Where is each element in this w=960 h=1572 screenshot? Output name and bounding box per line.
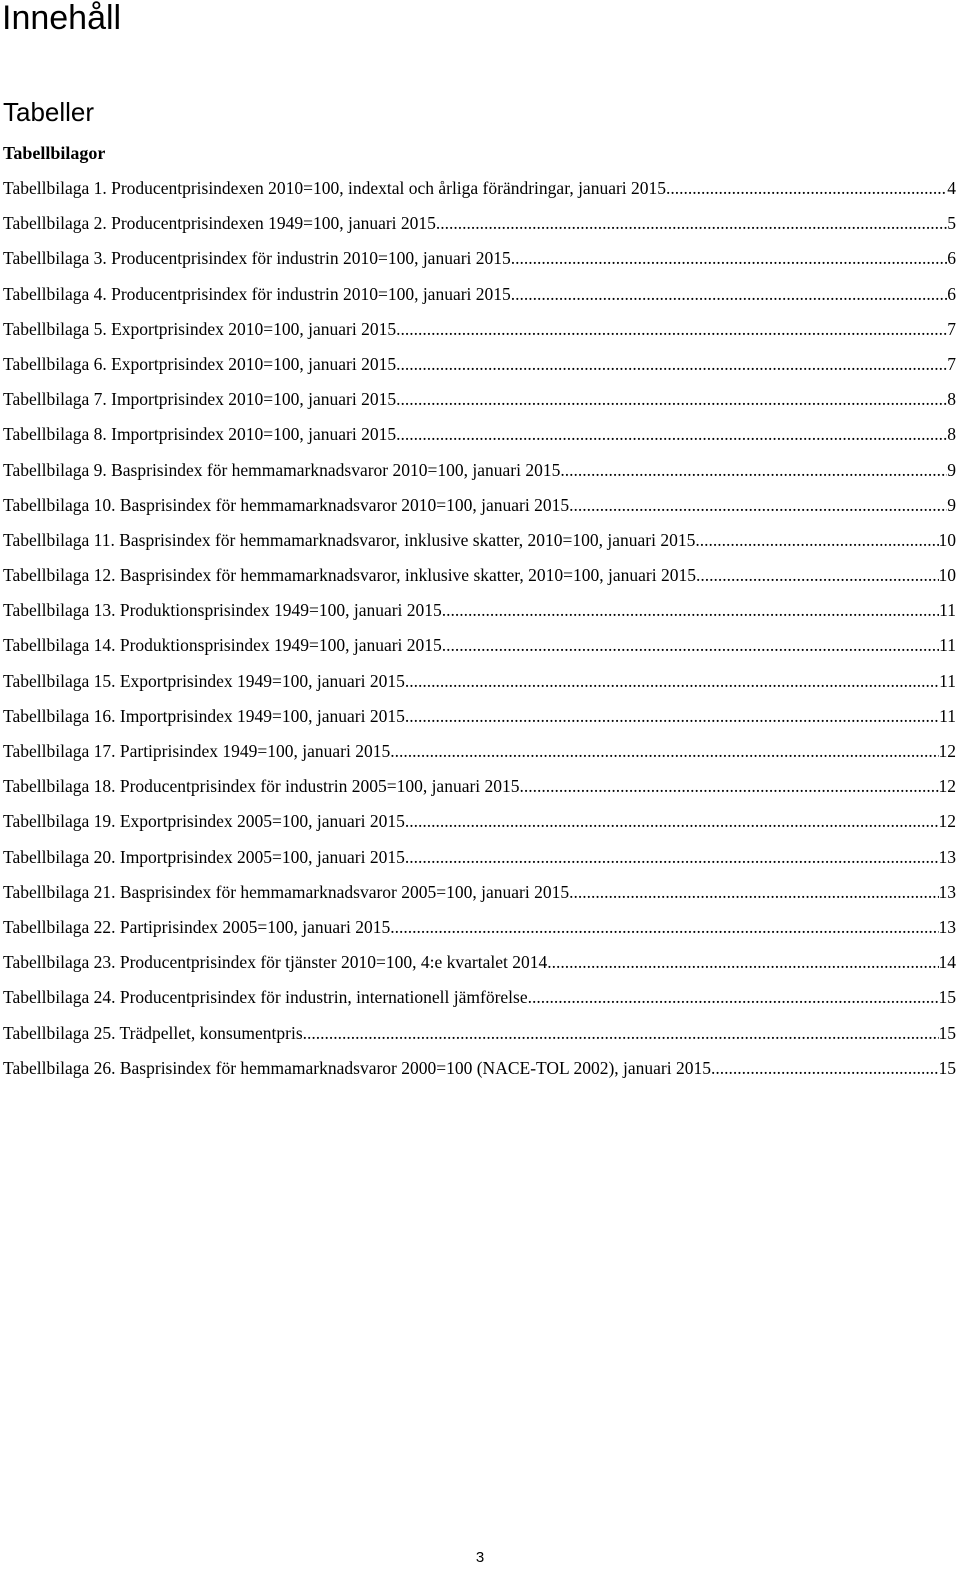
toc-entry-page-number: 9	[947, 494, 956, 515]
toc-entry-page-number: 11	[939, 670, 956, 691]
toc-entry-title: Tabellbilaga 10. Basprisindex för hemmamarknadsvaror 2010=100, januari 2015	[3, 494, 570, 515]
toc-entry[interactable]	[3, 985, 956, 1020]
toc-dot-leader	[405, 809, 939, 833]
toc-entry[interactable]	[3, 317, 956, 352]
page-title: Innehåll	[2, 0, 122, 37]
toc-entry-title: Tabellbilaga 22. Partiprisindex 2005=100, januari 2015	[3, 916, 391, 937]
toc-entry-title: Tabellbilaga 9. Basprisindex för hemmamarknadsvaror 2010=100, januari 2015	[3, 459, 561, 480]
toc-dot-leader	[405, 845, 939, 869]
toc-entry-page-number: 10	[938, 529, 956, 550]
page-number: 3	[475, 1549, 485, 1566]
toc-entry-page-number: 12	[938, 811, 956, 832]
toc-dot-leader	[666, 176, 947, 200]
toc-dot-leader	[560, 458, 947, 482]
toc-entry-title: Tabellbilaga 18. Producentprisindex för industrin 2005=100, januari 2015	[3, 776, 520, 797]
toc-entry-page-number: 11	[939, 600, 956, 621]
toc-entry-title: Tabellbilaga 25. Trädpellet, konsumentpris	[3, 1022, 303, 1043]
toc-dot-leader	[696, 563, 939, 587]
toc-dot-leader	[695, 528, 938, 552]
toc-dot-leader	[390, 739, 938, 763]
table-of-contents	[3, 176, 956, 1091]
toc-entry[interactable]	[3, 880, 956, 915]
toc-entry-page-number: 4	[947, 178, 956, 198]
toc-entry-page-number: 15	[938, 1057, 956, 1078]
toc-entry-title: Tabellbilaga 16. Importprisindex 1949=100, januari 2015	[3, 705, 405, 726]
toc-entry[interactable]	[3, 422, 956, 457]
toc-entry-page-number: 6	[947, 248, 956, 269]
toc-entry[interactable]	[3, 246, 956, 281]
toc-dot-leader	[396, 352, 947, 376]
toc-entry[interactable]	[3, 282, 956, 317]
toc-entry[interactable]	[3, 1056, 956, 1091]
toc-entry-page-number: 12	[938, 776, 956, 797]
toc-dot-leader	[390, 915, 938, 939]
toc-entry-page-number: 8	[947, 424, 956, 445]
toc-dot-leader	[547, 950, 938, 974]
toc-entry-page-number: 7	[947, 318, 956, 339]
toc-entry-page-number: 9	[947, 459, 956, 480]
toc-entry-title: Tabellbilaga 24. Producentprisindex för industrin, internationell jämförelse	[3, 987, 528, 1008]
toc-entry-title: Tabellbilaga 23. Producentprisindex för tjänster 2010=100, 4:e kvartalet 2014	[3, 952, 548, 973]
toc-entry[interactable]	[3, 739, 956, 774]
toc-entry-page-number: 5	[947, 213, 956, 234]
toc-entry[interactable]	[3, 704, 956, 739]
toc-entry-title: Tabellbilaga 26. Basprisindex för hemmamarknadsvaror 2000=100 (NACE-TOL 2002), januari 2015	[3, 1057, 711, 1078]
section-heading-tables: Tabeller	[3, 97, 95, 127]
toc-entry[interactable]	[3, 387, 956, 422]
toc-entry[interactable]	[3, 809, 956, 844]
toc-entry-title: Tabellbilaga 1. Producentprisindexen 2010=100, indextal och årliga förändringar, januari 2015	[3, 178, 667, 198]
toc-entry[interactable]	[3, 493, 956, 528]
toc-dot-leader	[511, 282, 947, 306]
toc-dot-leader	[396, 387, 947, 411]
toc-dot-leader	[520, 774, 939, 798]
toc-entry-title: Tabellbilaga 2. Producentprisindexen 1949=100, januari 2015	[3, 213, 436, 234]
toc-entry[interactable]	[3, 176, 956, 211]
toc-dot-leader	[442, 633, 939, 657]
toc-entry-page-number: 15	[938, 1022, 956, 1043]
toc-entry-page-number: 11	[939, 635, 956, 656]
toc-entry[interactable]	[3, 950, 956, 985]
toc-entry-title: Tabellbilaga 20. Importprisindex 2005=100, januari 2015	[3, 846, 405, 867]
toc-entry[interactable]	[3, 774, 956, 809]
toc-entry[interactable]	[3, 458, 956, 493]
toc-dot-leader	[303, 1021, 939, 1045]
toc-entry-page-number: 15	[938, 987, 956, 1008]
toc-dot-leader	[711, 1056, 939, 1080]
toc-entry-page-number: 13	[938, 846, 956, 867]
toc-entry-title: Tabellbilaga 6. Exportprisindex 2010=100, januari 2015	[3, 353, 397, 374]
toc-entry-page-number: 12	[938, 741, 956, 761]
toc-entry-page-number: 11	[939, 705, 956, 726]
toc-entry-page-number: 6	[947, 283, 956, 304]
toc-dot-leader	[569, 880, 938, 904]
toc-entry[interactable]	[3, 352, 956, 387]
toc-entry-title: Tabellbilaga 15. Exportprisindex 1949=100, januari 2015	[3, 670, 405, 691]
toc-entry[interactable]	[3, 669, 956, 704]
toc-entry-title: Tabellbilaga 7. Importprisindex 2010=100, januari 2015	[3, 389, 397, 410]
toc-entry[interactable]	[3, 528, 956, 563]
toc-dot-leader	[396, 422, 947, 446]
toc-entry-title: Tabellbilaga 5. Exportprisindex 2010=100, januari 2015	[3, 318, 397, 339]
toc-entry-title: Tabellbilaga 8. Importprisindex 2010=100, januari 2015	[3, 424, 397, 445]
toc-entry-page-number: 10	[938, 565, 956, 586]
toc-dot-leader	[405, 669, 939, 693]
toc-dot-leader	[396, 317, 947, 341]
toc-dot-leader	[442, 598, 939, 622]
toc-entry[interactable]	[3, 598, 956, 633]
toc-entry-page-number: 7	[947, 353, 956, 374]
toc-dot-leader	[569, 493, 947, 517]
toc-entry-page-number: 13	[938, 916, 956, 937]
toc-dot-leader	[511, 246, 947, 270]
toc-entry-title: Tabellbilaga 12. Basprisindex för hemmamarknadsvaror, inklusive skatter, 2010=100, januari 2015	[3, 565, 696, 586]
toc-entry-title: Tabellbilaga 4. Producentprisindex för industrin 2010=100, januari 2015	[3, 283, 511, 304]
toc-entry-title: Tabellbilaga 19. Exportprisindex 2005=100, januari 2015	[3, 811, 405, 832]
toc-entry[interactable]	[3, 845, 956, 880]
toc-dot-leader	[405, 704, 939, 728]
toc-entry-page-number: 13	[938, 881, 956, 902]
toc-entry-page-number: 14	[938, 952, 956, 973]
toc-entry-title: Tabellbilaga 3. Producentprisindex för industrin 2010=100, januari 2015	[3, 248, 511, 269]
toc-entry-title: Tabellbilaga 14. Produktionsprisindex 1949=100, januari 2015	[3, 635, 442, 656]
toc-entry[interactable]	[3, 211, 956, 246]
toc-entry-title: Tabellbilaga 13. Produktionsprisindex 1949=100, januari 2015	[3, 600, 442, 621]
toc-entry[interactable]	[3, 1021, 956, 1056]
toc-entry[interactable]	[3, 633, 956, 668]
toc-entry-page-number: 8	[947, 389, 956, 410]
toc-entry[interactable]	[3, 563, 956, 598]
toc-entry-title: Tabellbilaga 11. Basprisindex för hemmamarknadsvaror, inklusive skatter, 2010=100, januari 2015	[3, 529, 696, 550]
toc-entry-title: Tabellbilaga 17. Partiprisindex 1949=100, januari 2015	[3, 741, 391, 761]
subsection-heading-appendix-tables: Tabellbilagor	[3, 143, 106, 163]
toc-entry-title: Tabellbilaga 21. Basprisindex för hemmamarknadsvaror 2005=100, januari 2015	[3, 881, 570, 902]
toc-entry[interactable]	[3, 915, 956, 950]
toc-dot-leader	[436, 211, 947, 235]
toc-dot-leader	[528, 985, 939, 1009]
